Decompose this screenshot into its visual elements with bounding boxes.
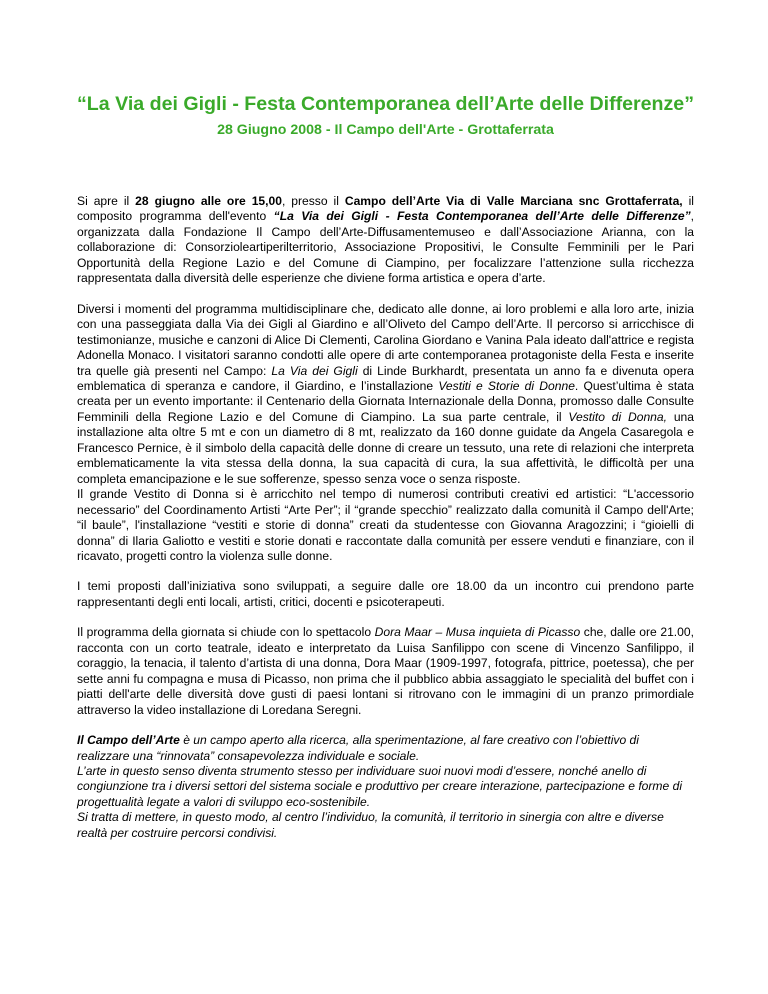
page-subtitle: 28 Giugno 2008 - Il Campo dell'Arte - Grottaferrata: [217, 122, 554, 138]
event-place: Campo dell’Arte Via di Valle Marciana snc Grottaferrata,: [344, 194, 683, 208]
campo-arte-line-3: Si tratta di mettere, in questo modo, al centro l’individuo, la comunità, il territorio in sinergia con altre e diverse realtà per costruire percorsi condivisi.: [77, 810, 664, 840]
text-run: Si apre il: [77, 194, 136, 208]
text-run: , organizzata dalla Fondazione Il Campo dell’Arte-Diffusamentemuseo e dall’Associazione Arianna, con la collaborazione di: Consorzioleartiperilterritorio, Associazione Propositivi, le Consulte Femminili per le Pari Opportunità della Regione Lazio e del Comune di Ciampino, per focalizzare l’attenzione sulla ricchezza rappresentata dalla diversità delle esperienze che diviene forma artistica e opera d’arte.: [77, 209, 694, 286]
text-run: che, dalle ore 21.00, racconta con un corto teatrale, ideato e interpretato da Luisa Sanfilippo con scene di Vincenzo Sanfilippo, il coraggio, la tenacia, il talento d’artista di una donna, Dora Maar (1909-1997, fotografa, pittrice, poetessa), che per sette anni fu compagna e musa di Picasso, non prima che il pubblico abbia assaggiato le specialità del buffet con i piatti dell'arte delle diversità dove gusti di paesi lontani si ritrovano con le immagini di un pranzo primordiale attraverso la video installazione di Loredana Seregni.: [77, 625, 694, 717]
campo-arte-line-1: [77, 733, 694, 764]
text-run: il composito programma dell'evento: [77, 194, 694, 224]
text-run: Il programma della giornata si chiude con lo spettacolo: [77, 625, 375, 640]
artwork-title: Vestiti e Storie di Donne: [438, 378, 575, 393]
campo-arte-line-2: L’arte in questo senso diventa strumento stesso per individuare suoi nuovi modi d’essere, nonché anello di congiunzione tra i diversi settori del sistema sociale e produttivo per creare interazione, partecipazione e forme di progettualità legate a valori di sviluppo eco-sostenibile.: [77, 763, 683, 809]
text-run: una installazione alta oltre 5 mt e con un diametro di 8 mt, realizzato da 160 donne guidate da Angela Casaregola e Francesco Pernice, è il simbolo della capacità delle donne di creare un tessuto, una rete di relazioni che interpreta emblematicamente la vita stessa della donna, la sua capacità di cura, la sua affettività, le difficoltà per una completa emancipazione e le sue sofferenze, spesso senza voce o senza risposte.: [77, 409, 694, 486]
text-run: è un campo aperto alla ricerca, alla sperimentazione, al fare creativo con l’obiettivo di realizzare una “rinnovata” consapevolezza individuale e sociale.: [77, 733, 639, 763]
text-run: , presso il: [281, 194, 345, 208]
paragraph-program: [77, 302, 694, 487]
text-run: di Linde Burkhardt, presentata un anno fa e divenuta opera emblematica di speranza e candore, il Giardino, e l’installazione: [77, 363, 695, 393]
artwork-title: Vestito di Donna,: [568, 409, 667, 424]
paragraph-campo-arte: [77, 733, 694, 841]
text-run: Diversi i momenti del programma multidisciplinare che, dedicato alle donne, ai loro problemi e alla loro arte, inizia con una passeggiata dalla Via dei Gigli al Giardino e all’Oliveto del Campo dell’Arte. Il percorso si arricchisce di testimonianze, musiche e canzoni di Alice Di Clementi, Carolina Giordano e Vanina Pala ideato dall'attrice e regista Adonella Monaco. I visitatori saranno condotti alle opere di arte contemporanea protagoniste della Festa e inserite tra quelle già presenti nel Campo:: [77, 301, 694, 378]
artwork-title: La Via dei Gigli: [271, 363, 358, 378]
page-title: “La Via dei Gigli - Festa Contemporanea dell’Arte delle Differenze”: [77, 93, 694, 115]
show-title: Dora Maar – Musa inquieta di Picasso: [374, 625, 581, 640]
paragraph-temi: I temi proposti dall’iniziativa sono sviluppati, a seguire dalle ore 18.00 da un incontro cui prendono parte rappresentanti degli enti locali, artisti, critici, docenti e psicoterapeuti.: [77, 579, 694, 609]
article-body: [77, 194, 694, 841]
paragraph-spettacolo: [77, 625, 694, 718]
campo-arte-lead: Il Campo dell’Arte: [77, 733, 180, 748]
paragraph-intro: [77, 194, 694, 287]
text-run: . Quest’ultima è stata creata per un evento importante: il Centenario della Giornata Internazionale della Donna, promosso dalle Consulte Femminili della Regione Lazio e del Comune di Ciampino. La sua parte centrale, il: [77, 378, 695, 424]
paragraph-vestito: Il grande Vestito di Donna si è arricchito nel tempo di numerosi contributi creativi ed artistici: “L'accessorio necessario” del Coordinamento Artisti “Arte Per”; il “grande specchio” realizzato dalla comunità il Campo dell'Arte; “il baule”, l'installazione “vestiti e storie di donna” creati da studentesse con Giovanna Aragozzini; i “gioielli di donna” di Ilaria Galiotto e vestiti e storie donati e raccontate dalla comunità per essere venduti e finanziare, con il ricavato, progetti contro la violenza sulle donne.: [77, 487, 694, 563]
event-name: “La Via dei Gigli - Festa Contemporanea dell’Arte delle Differenze”: [273, 209, 691, 224]
event-date: 28 giugno alle ore 15,00: [135, 194, 282, 208]
